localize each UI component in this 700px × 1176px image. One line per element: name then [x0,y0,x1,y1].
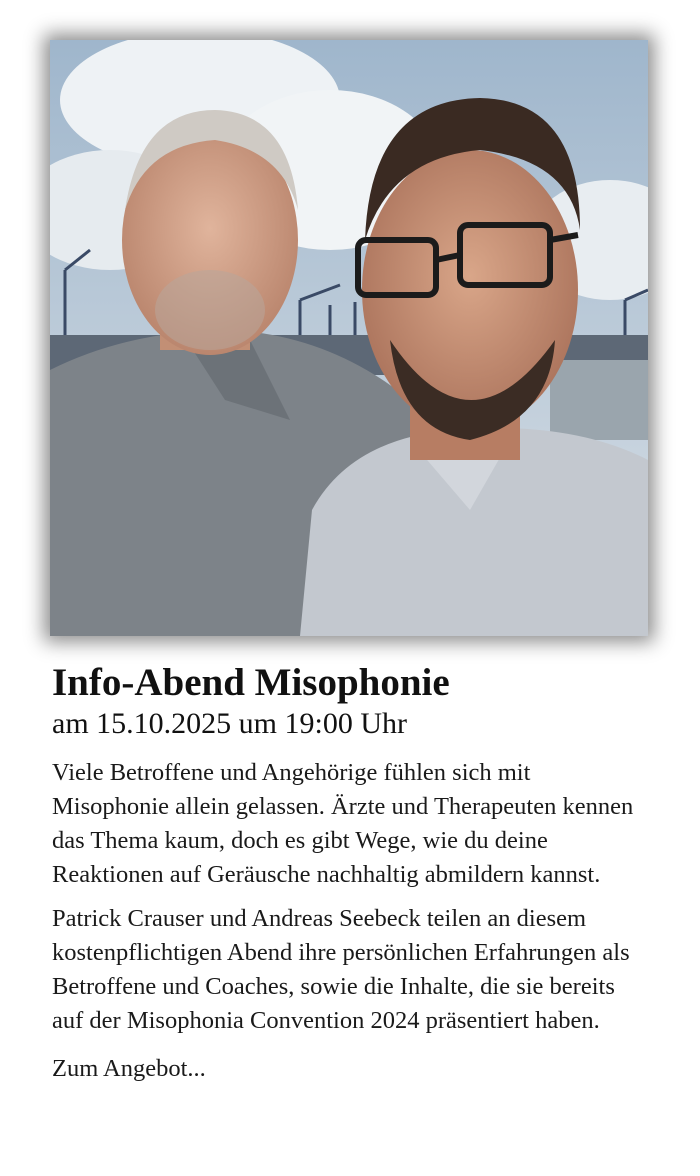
description-paragraph-1: Viele Betroffene und Angehörige fühlen sich mit Misophonie allein gelassen. Ärzte und Therapeuten kennen das Thema kaum, doch es gibt Wege, wie du deine Reaktionen auf Geräusche nachhaltig abmildern kannst. [52,759,634,888]
event-date: am 15.10.2025 um 19:00 Uhr [52,707,407,740]
event-photo [50,40,648,636]
event-title: Info-Abend Misophonie [52,661,450,704]
offer-link[interactable]: Zum Angebot... [52,1055,206,1082]
event-info [52,660,652,1086]
two-men-selfie-harbor-photo [50,40,648,636]
description-paragraph-2: Patrick Crauser und Andreas Seebeck teilen an diesem kostenpflichtigen Abend ihre persönlichen Erfahrungen als Betroffene und Coaches, sowie die Inhalte, die sie bereits auf der Misophonia Convention 2024 präsentiert haben. [52,905,630,1034]
